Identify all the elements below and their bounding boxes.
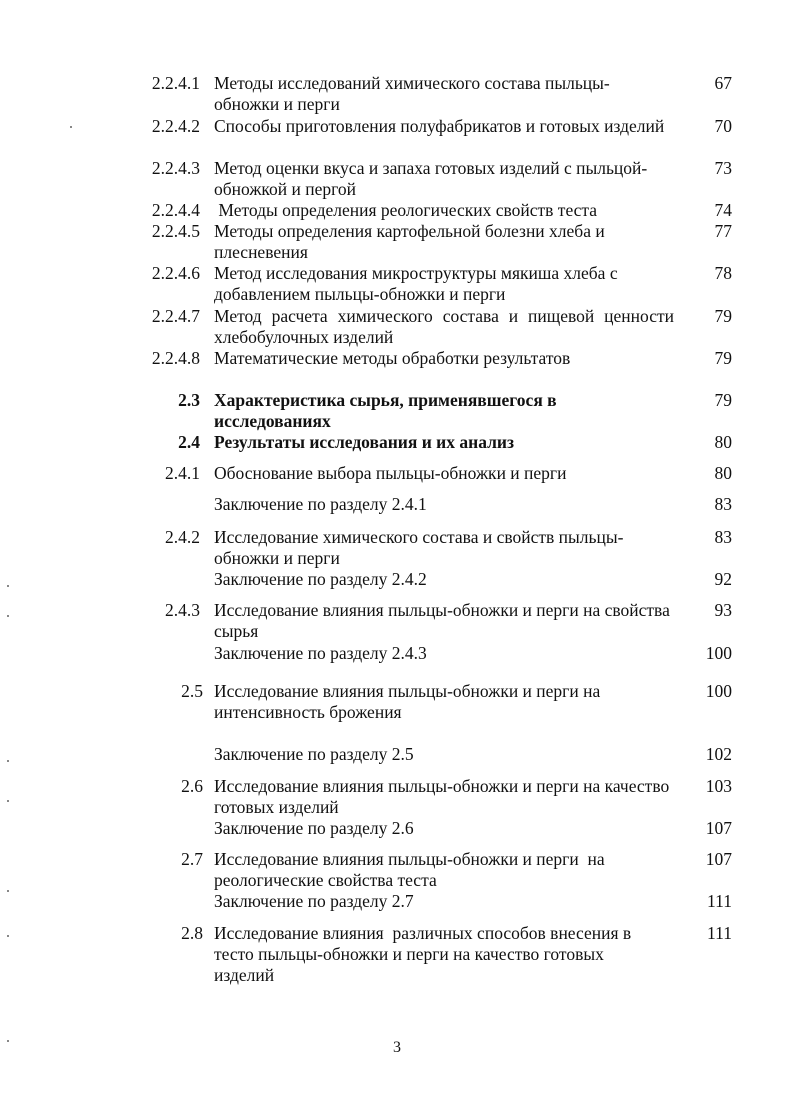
page-number: 3 <box>393 1039 401 1056</box>
toc-entry-number: 2.6 <box>181 776 203 796</box>
toc-entry-title: Метод расчета химического состава и пищевой ценности хлебобулочных изделий <box>214 306 674 347</box>
toc-entry-number: 2.7 <box>181 849 203 869</box>
toc-entry-page: 103 <box>705 776 732 796</box>
toc-entry-title: Результаты исследования и их анализ <box>214 432 515 452</box>
toc-entry-number: 2.2.4.1 <box>151 73 200 93</box>
toc-entry-page: 79 <box>714 390 732 410</box>
toc-entry-title: Заключение по разделу 2.4.1 <box>214 494 427 514</box>
toc-entry-page: 79 <box>714 306 732 326</box>
toc-entry-title: Заключение по разделу 2.6 <box>214 818 414 838</box>
scan-speck <box>70 126 72 128</box>
toc-entry-page: 100 <box>705 643 732 663</box>
toc-entry-page: 83 <box>714 494 732 514</box>
toc-entry-page: 80 <box>714 463 732 483</box>
toc-entry-title: Исследование химического состава и свойств пыльцы-обножки и перги <box>214 527 624 568</box>
toc-entry-number: 2.2.4.4 <box>151 200 200 220</box>
toc-entry-page: 79 <box>714 348 732 368</box>
toc-entry-page: 102 <box>705 744 732 764</box>
toc-entry-number: 2.2.4.3 <box>151 158 200 178</box>
scan-speck <box>7 760 9 762</box>
toc-entry-number: 2.8 <box>181 923 203 943</box>
toc-entry-title: Заключение по разделу 2.5 <box>214 744 414 764</box>
scan-speck <box>7 935 9 937</box>
toc-entry-page: 93 <box>714 600 732 620</box>
toc-entry-number: 2.2.4.2 <box>151 116 200 136</box>
toc-entry-title: Математические методы обработки результатов <box>214 348 571 368</box>
toc-entry-page: 111 <box>707 923 732 943</box>
toc-entry-number: 2.4.1 <box>165 463 200 483</box>
toc-entry-title: Заключение по разделу 2.4.3 <box>214 643 427 663</box>
toc-entry-number: 2.3 <box>178 390 200 410</box>
toc-entry-title: Исследование влияния пыльцы-обножки и перги на свойства сырья <box>214 600 670 641</box>
toc-entry-page: 67 <box>714 73 732 93</box>
toc-entry-page: 107 <box>705 849 732 869</box>
toc-entry-page: 100 <box>705 681 732 701</box>
toc-entry-number: 2.4 <box>178 432 200 452</box>
toc-entry-title: Методы определения реологических свойств теста <box>214 200 598 220</box>
toc-entry-title: Исследование влияния пыльцы-обножки и перги на качество готовых изделий <box>214 776 670 817</box>
scan-speck <box>7 890 9 892</box>
toc-entry-page: 83 <box>714 527 732 547</box>
toc-entry-page: 80 <box>714 432 732 452</box>
toc-entry-page: 92 <box>714 569 732 589</box>
scan-speck <box>7 800 9 802</box>
toc-entry-title: Исследование влияния пыльцы-обножки и перги на реологические свойства теста <box>214 849 609 890</box>
toc-entry-page: 107 <box>705 818 732 838</box>
toc-entry-title: Обоснование выбора пыльцы-обножки и перги <box>214 463 567 483</box>
scan-speck <box>7 615 9 617</box>
toc-entry-number: 2.2.4.6 <box>151 263 200 283</box>
scan-speck <box>7 585 9 587</box>
toc-entry-number: 2.4.2 <box>165 527 200 547</box>
toc-entry-number: 2.4.3 <box>165 600 200 620</box>
toc-entry-title: Метод исследования микроструктуры мякиша хлеба с добавлением пыльцы-обножки и перги <box>214 263 618 304</box>
toc-entry-title: Характеристика сырья, применявшегося в исследованиях <box>214 390 557 431</box>
toc-entry-number: 2.5 <box>181 681 203 701</box>
toc-entry-title: Исследование влияния различных способов внесения в тесто пыльцы-обножки и перги на качество готовых изделий <box>214 923 636 985</box>
toc-entry-title: Методы исследований химического состава пыльцы-обножки и перги <box>214 73 610 114</box>
toc-entry-title: Заключение по разделу 2.7 <box>214 891 414 911</box>
scan-speck <box>7 1040 9 1042</box>
toc-entry-number: 2.2.4.5 <box>151 221 200 241</box>
toc-entry-title: Заключение по разделу 2.4.2 <box>214 569 427 589</box>
toc-entry-page: 74 <box>714 200 732 220</box>
toc-entry-title: Методы определения картофельной болезни хлеба и плесневения <box>214 221 605 262</box>
toc-entry-page: 111 <box>707 891 732 911</box>
toc-entry-title: Исследование влияния пыльцы-обножки и перги на интенсивность брожения <box>214 681 601 722</box>
toc-entry-page: 78 <box>714 263 732 283</box>
toc-entry-page: 73 <box>714 158 732 178</box>
toc-entry-title: Способы приготовления полуфабрикатов и готовых изделий <box>214 116 665 136</box>
toc-entry-page: 70 <box>714 116 732 136</box>
toc-entry-number: 2.2.4.8 <box>151 348 200 368</box>
toc-entry-page: 77 <box>714 221 732 241</box>
toc-entry-title: Метод оценки вкуса и запаха готовых изделий с пыльцой-обножкой и пергой <box>214 158 648 199</box>
toc-entry-number: 2.2.4.7 <box>151 306 200 326</box>
